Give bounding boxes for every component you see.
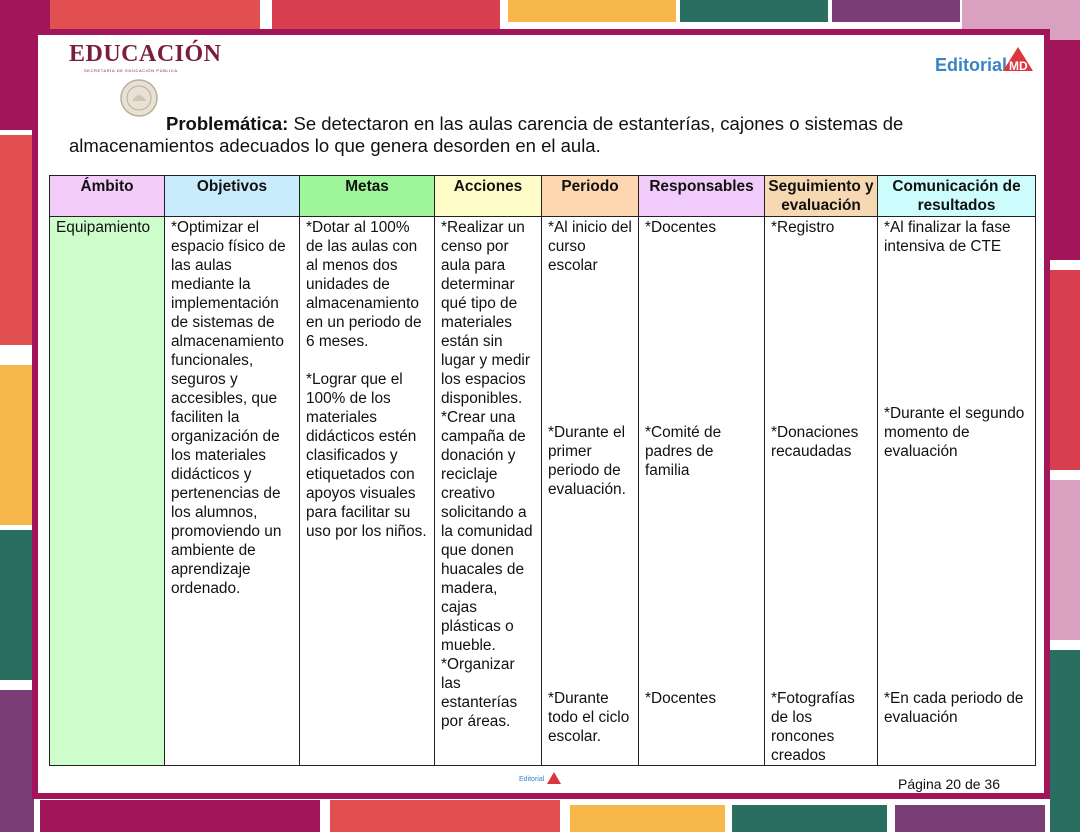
md-logo-icon: [1001, 45, 1035, 79]
background-bottom-block: [570, 805, 725, 832]
header-seguimiento: Seguimiento y evaluación: [765, 176, 878, 217]
responsable-2: *Comité de padres de familia: [645, 424, 722, 479]
background-bottom-block: [895, 805, 1045, 832]
cell-periodo: [542, 217, 639, 766]
periodo-2: *Durante el primer periodo de evaluación.: [548, 424, 626, 498]
background-right-block: [1050, 270, 1080, 470]
footer-md-logo-icon: [546, 771, 562, 787]
background-bottom-block: [732, 805, 887, 832]
header-comunicacion: Comunicación de resultados: [878, 176, 1036, 217]
comunicacion-1: *Al finalizar la fase intensiva de CTE: [884, 219, 1011, 255]
cell-seguimiento: [765, 217, 878, 766]
meta-1: *Dotar al 100% de las aulas con al menos dos unidades de almacenamiento en un periodo de 6 meses.: [306, 219, 422, 350]
accion-3: *Organizar las estanterías por áreas.: [441, 656, 518, 730]
cell-objetivos: *Optimizar el espacio físico de las aulas mediante la implementación de sistemas de almacenamiento funcionales, seguros y accesibles, que faciliten la organización de los materiales didácticos y pertenencias de los alumnos, promoviendo un ambiente de aprendizaje ordenado.: [165, 217, 300, 766]
background-left-block: [0, 690, 34, 832]
background-right-block: [1050, 480, 1080, 640]
background-top-block: [50, 0, 260, 29]
table-header-row: [50, 176, 1036, 217]
header-acciones: Acciones: [435, 176, 542, 217]
accion-1: *Realizar un censo por aula para determinar qué tipo de materiales están sin lugar y medir los espacios disponibles.: [441, 219, 530, 407]
cell-metas: [300, 217, 435, 766]
seguimiento-3: *Fotografías de los roncones creados: [771, 690, 855, 764]
footer-editorial-text: Editorial: [519, 776, 545, 783]
national-seal-icon: [120, 79, 158, 117]
periodo-1: *Al inicio del curso escolar: [548, 219, 632, 274]
background-bottom-block: [40, 800, 320, 832]
editorial-logo: [933, 43, 1043, 83]
background-right-block: [1050, 40, 1080, 260]
header-periodo: Periodo: [542, 176, 639, 217]
background-top-block: [272, 0, 500, 29]
background-top-block: [508, 0, 676, 22]
responsable-1: *Docentes: [645, 219, 717, 236]
problem-statement: [69, 113, 1019, 157]
header-metas: Metas: [300, 176, 435, 217]
background-left-block: [0, 135, 34, 345]
background-bottom-block: [330, 800, 560, 832]
action-plan-table: [49, 175, 1036, 766]
page-number: Página 20 de 36: [898, 776, 1000, 792]
background-right-block: [1050, 650, 1080, 832]
table-row: [50, 217, 1036, 766]
meta-2: *Lograr que el 100% de los materiales didácticos estén clasificados y etiquetados con apoyos visuales para facilitar su uso por los niños.: [306, 371, 427, 540]
background-left-block: [0, 365, 34, 525]
accion-2: *Crear una campaña de donación y reciclaje creativo solicitando a la comunidad que donen huacales de madera, cajas plásticas o mueble.: [441, 409, 533, 654]
responsable-3: *Docentes: [645, 690, 717, 707]
seguimiento-1: *Registro: [771, 219, 835, 236]
footer-editorial-logo: [519, 771, 563, 789]
header-responsables: Responsables: [639, 176, 765, 217]
header-objetivos: Objetivos: [165, 176, 300, 217]
education-logo-title: EDUCACIÓN: [69, 41, 222, 67]
problem-label: Problemática:: [166, 113, 289, 134]
cell-comunicacion: [878, 217, 1036, 766]
periodo-3: *Durante todo el ciclo escolar.: [548, 690, 630, 745]
document-page: [38, 35, 1044, 793]
background-top-block: [832, 0, 960, 22]
background-top-block: [680, 0, 828, 22]
cell-acciones: [435, 217, 542, 766]
background-left-block: [0, 530, 34, 680]
problem-text: Se detectaron en las aulas carencia de estanterías, cajones o sistemas de almacenamientos adecuados lo que genera desorden en el aula.: [69, 113, 904, 156]
comunicacion-3: *En cada periodo de evaluación: [884, 690, 1024, 726]
cell-responsables: [639, 217, 765, 766]
seguimiento-2: *Donaciones recaudadas: [771, 424, 859, 460]
editorial-logo-text: Editorial: [935, 55, 1008, 75]
comunicacion-2: *Durante el segundo momento de evaluación: [884, 405, 1025, 460]
cell-ambito: Equipamiento: [50, 217, 165, 766]
education-logo-subtitle: SECRETARÍA DE EDUCACIÓN PÚBLICA: [84, 68, 178, 73]
header-ambito: Ámbito: [50, 176, 165, 217]
md-logo-mark: MD: [1009, 59, 1028, 73]
